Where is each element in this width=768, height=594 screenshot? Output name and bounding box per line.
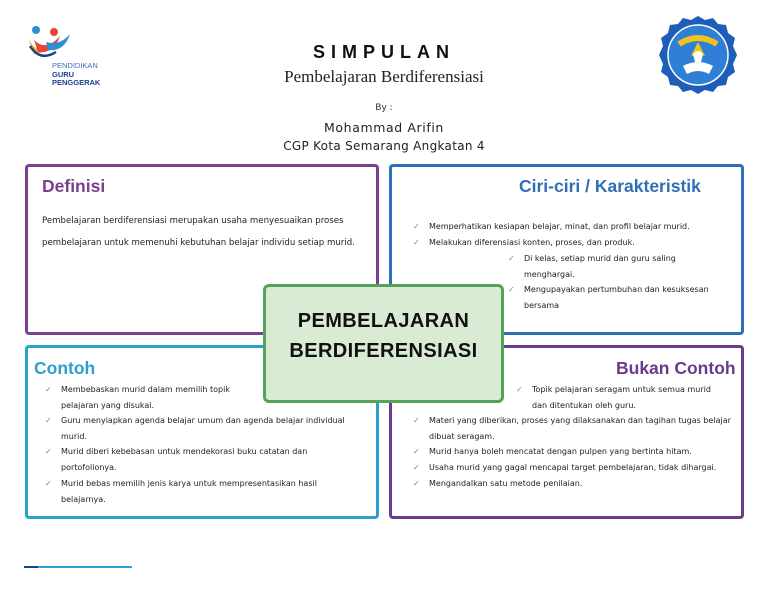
ciri-item-text: Melakukan diferensiasi konten, proses, dan produk. <box>429 238 635 247</box>
check-icon: ✓ <box>45 479 52 488</box>
footer-divider-accent <box>24 566 38 568</box>
center-topic-line1: PEMBELAJARAN <box>297 310 470 332</box>
contoh-item-text: Membebaskan murid dalam memilih topik pelajaran yang disukai. <box>61 385 230 410</box>
bukan-contoh-item-text: Materi yang diberikan, proses yang dilaksanakan dan tagihan tugas belajar dibuat seragam. <box>429 416 731 441</box>
check-icon: ✓ <box>413 238 420 247</box>
definisi-heading: Definisi <box>42 176 106 196</box>
ciri-item <box>508 282 733 313</box>
bukan-contoh-item <box>413 413 733 444</box>
ciri-item <box>413 235 733 251</box>
check-icon: ✓ <box>413 416 420 425</box>
check-icon: ✓ <box>413 463 420 472</box>
author-name: Mohammad Arifin <box>324 120 444 135</box>
page-subtitle: Pembelajaran Berdiferensiasi <box>284 67 484 86</box>
check-icon: ✓ <box>508 254 515 263</box>
contoh-item <box>45 382 245 413</box>
logo-line1: PENDIDIKAN <box>52 61 98 70</box>
contoh-heading: Contoh <box>34 358 96 378</box>
ciri-item <box>508 251 723 282</box>
ciri-item-text: Memperhatikan kesiapan belajar, minat, dan profil belajar murid. <box>429 222 690 231</box>
ciri-heading: Ciri-ciri / Karakteristik <box>519 176 701 196</box>
footer-divider <box>24 566 132 568</box>
bukan-contoh-item-text: Murid hanya boleh mencatat dengan pulpen yang bertinta hitam. <box>429 447 692 456</box>
bukan-contoh-item-text: Mengandalkan satu metode penilaian. <box>429 479 583 488</box>
bukan-contoh-heading: Bukan Contoh <box>616 358 736 378</box>
definisi-text: Pembelajaran berdiferensiasi merupakan usaha menyesuaikan proses pembelajaran untuk memenuhi kebutuhan belajar individu setiap murid. <box>42 216 355 248</box>
contoh-item-text: Guru menyiapkan agenda belajar umum dan agenda belajar individual murid. <box>61 416 345 441</box>
bukan-contoh-item-text: Topik pelajaran seragam untuk semua murid dan ditentukan oleh guru. <box>532 385 711 410</box>
contoh-item-text: Murid bebas memilih jenis karya untuk mempresentasikan hasil belajarnya. <box>61 479 317 504</box>
logo-line3: PENGGERAK <box>52 78 101 87</box>
bukan-contoh-item <box>413 476 733 492</box>
bukan-contoh-item-text: Usaha murid yang gagal mencapai target pembelajaran, tidak dihargai. <box>429 463 717 472</box>
author-affiliation: CGP Kota Semarang Angkatan 4 <box>283 139 485 153</box>
page-title: SIMPULAN <box>313 42 455 62</box>
bukan-contoh-item <box>413 444 738 460</box>
by-label: By : <box>375 103 393 113</box>
contoh-item-text: Murid diberi kebebasan untuk mendekorasi buku catatan dan portofolionya. <box>61 447 308 472</box>
logo-line2: GURU <box>52 69 75 79</box>
check-icon: ✓ <box>45 385 52 394</box>
ciri-item-text: Mengupayakan pertumbuhan dan kesuksesan bersama <box>524 285 709 310</box>
ciri-item-text: Di kelas, setiap murid dan guru saling menghargai. <box>524 254 676 279</box>
check-icon: ✓ <box>508 285 515 294</box>
center-topic-line2: BERDIFERENSIASI <box>289 340 478 362</box>
check-icon: ✓ <box>413 479 420 488</box>
contoh-item <box>45 444 335 475</box>
contoh-item <box>45 413 345 444</box>
ciri-item <box>413 219 733 235</box>
contoh-item <box>45 476 345 507</box>
bukan-contoh-item <box>413 460 738 476</box>
check-icon: ✓ <box>516 385 523 394</box>
check-icon: ✓ <box>45 416 52 425</box>
check-icon: ✓ <box>413 222 420 231</box>
check-icon: ✓ <box>413 447 420 456</box>
check-icon: ✓ <box>45 447 52 456</box>
bukan-contoh-item <box>516 382 726 413</box>
